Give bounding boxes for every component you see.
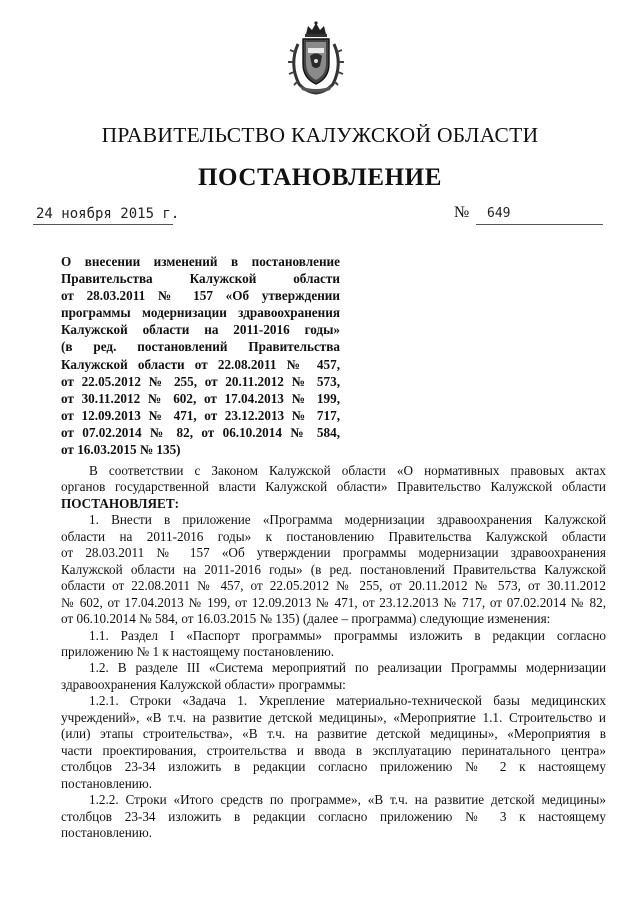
- body-line: от 28.03.2011 № 157 «Об утверждении программы модернизации здравоохранения: [61, 545, 606, 561]
- body-line: 1. Внести в приложение «Программа модернизации здравоохранения Калужской: [89, 512, 606, 528]
- body-line: 1.2. В разделе III «Система мероприятий по реализации Программы модернизации: [89, 660, 606, 676]
- body-line: № 602, от 17.04.2013 № 199, от 12.09.2013 № 471, от 23.12.2013 № 717, от 07.02.2014 № 82,: [61, 594, 606, 610]
- body-line: части проектирования, строительства и ввода в эксплуатацию перинатального центра»: [61, 742, 606, 758]
- item-1-2-1-paragraph: [61, 693, 606, 792]
- subject-line: О внесении изменений в постановление: [61, 254, 340, 269]
- document-type-heading: ПОСТАНОВЛЕНИЕ: [197, 164, 443, 191]
- body-line: постановлению.: [61, 824, 153, 840]
- document-number: 649: [487, 206, 511, 221]
- decree-word: ПОСТАНОВЛЯЕТ:: [61, 495, 180, 511]
- subject-line: (в ред. постановлений Правительства: [61, 339, 340, 355]
- item-1-2-paragraph: [61, 660, 606, 693]
- subject-line: Правительства Калужской области: [61, 271, 340, 287]
- body-line: 1.2.2. Строки «Итого средств по программе», «В т.ч. на развитие детской медицины»: [89, 792, 606, 808]
- body-line: (или) этапы строительства», «В т.ч. на развитие детской медицины», «Мероприятия в: [61, 726, 606, 742]
- item-1-1-paragraph: [61, 628, 606, 661]
- body-line: постановлению.: [61, 775, 153, 791]
- subject-line: от 12.09.2013 № 471, от 23.12.2013 № 717,: [61, 407, 340, 423]
- date-underline: [33, 224, 173, 225]
- subject-line: от 28.03.2011 № 157 «Об утверждении: [61, 288, 340, 304]
- subject-line: от 16.03.2015 № 135): [61, 442, 181, 458]
- item-1-2-2-paragraph: [61, 792, 606, 841]
- coat-of-arms-emblem: [284, 20, 348, 96]
- body-line: от 06.10.2014 № 584, от 16.03.2015 № 135) (далее – программа) следующие изменения:: [61, 611, 551, 627]
- number-sign: №: [454, 204, 470, 221]
- body-line: области на 2011-2016 годы» к постановлению Правительства Калужской области: [61, 528, 606, 544]
- body-line: области от 22.08.2011 № 457, от 22.05.2012 № 255, от 20.11.2012 № 573, от 30.11.2012: [61, 578, 606, 594]
- document-subject: [61, 253, 340, 458]
- government-title: ПРАВИТЕЛЬСТВО КАЛУЖСКОЙ ОБЛАСТИ: [101, 123, 539, 147]
- body-line: здравоохранения Калужской области» программы:: [61, 676, 346, 692]
- subject-line: Калужской области от 22.08.2011 № 457,: [61, 356, 340, 372]
- subject-line: программы модернизации здравоохранения: [61, 305, 340, 321]
- subject-line: от 30.11.2012 № 602, от 17.04.2013 № 199,: [61, 390, 340, 406]
- number-underline: [476, 224, 603, 225]
- preamble-paragraph: [61, 463, 606, 496]
- item-1-paragraph: [61, 512, 606, 627]
- document-body: [61, 463, 606, 841]
- body-line: 1.2.1. Строки «Задача 1. Укрепление материально-технической базы медицинских: [89, 693, 606, 709]
- subject-line: от 22.05.2012 № 255, от 20.11.2012 № 573,: [61, 373, 340, 389]
- subject-line: от 07.02.2014 № 82, от 06.10.2014 № 584,: [61, 424, 340, 440]
- subject-line: Калужской области на 2011-2016 годы»: [61, 322, 340, 338]
- body-line: 1.1. Раздел I «Паспорт программы» программы изложить в редакции согласно: [89, 627, 606, 643]
- body-line: органов государственной власти Калужской области» Правительство Калужской области: [61, 479, 606, 495]
- body-line: столбцов 23-34 изложить в редакции согласно приложению № 2 к настоящему: [61, 759, 606, 775]
- document-date: 24 ноября 2015 г.: [36, 206, 180, 222]
- body-line: учреждений», «В т.ч. на развитие детской медицины», «Мероприятие 1.1. Строительство и: [61, 709, 606, 725]
- body-line: Калужской области на 2011-2016 годы» (в ред. постановлений Правительства Калужской: [61, 561, 606, 577]
- body-line: столбцов 23-34 изложить в редакции согласно приложению № 3 к настоящему: [61, 808, 606, 824]
- body-line: В соответствии с Законом Калужской области «О нормативных правовых актах: [89, 463, 606, 478]
- body-line: приложению № 1 к настоящему постановлению.: [61, 643, 335, 659]
